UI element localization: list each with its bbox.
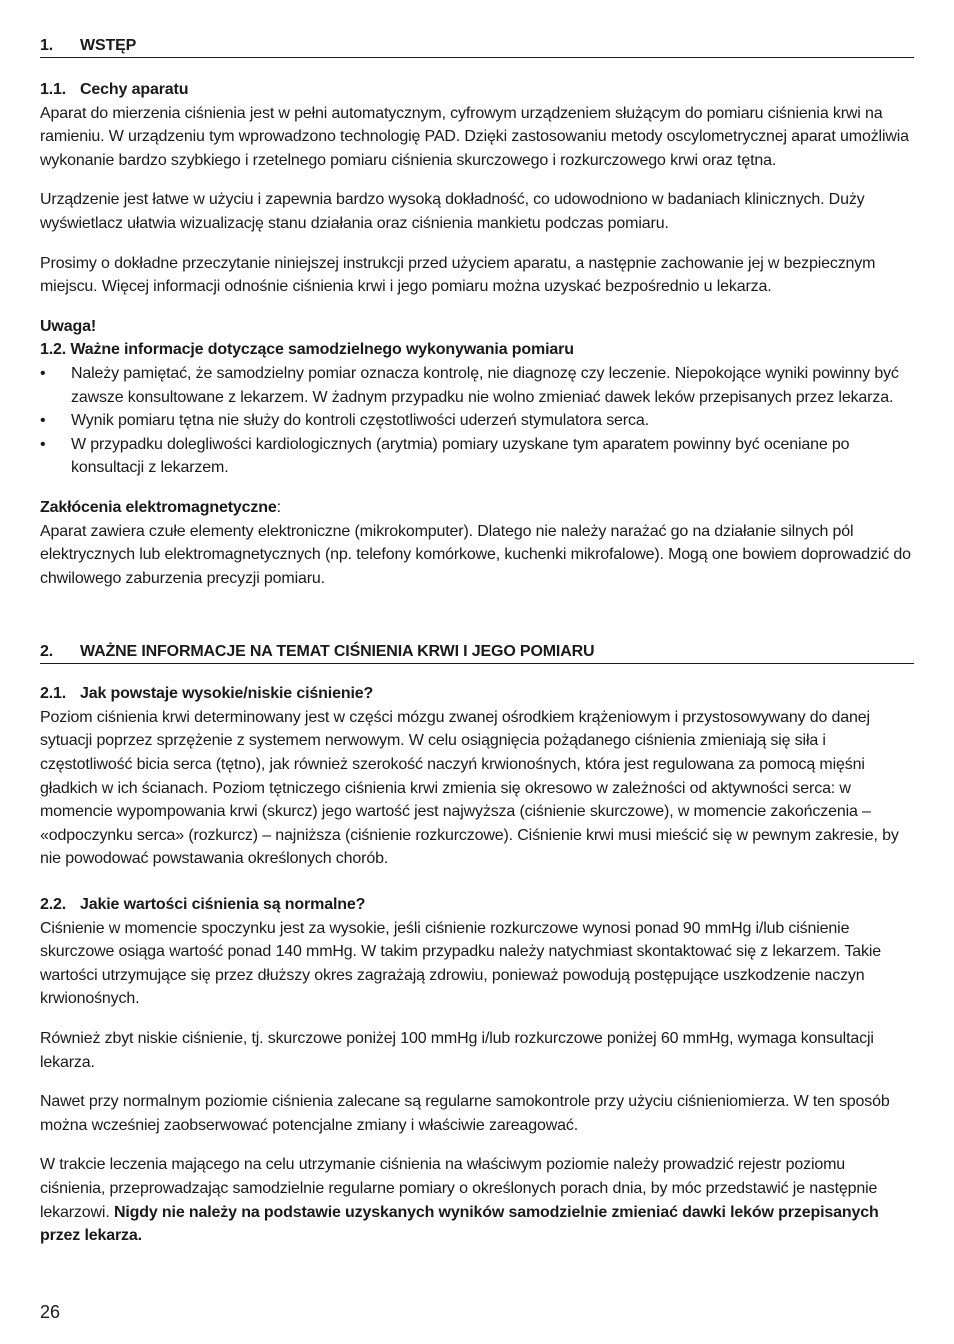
- subsection-number: 2.1.: [40, 685, 67, 703]
- emc-title: Zakłócenia elektromagnetyczne: [40, 498, 277, 516]
- paragraph-text: W trakcie leczenia mającego na celu utrzymanie ciśnienia na właściwym poziomie należy prowadzić rejestr poziomu ciśnienia, przeprowadzając samodzielnie regularne pomiary o określonych porach dnia, by móc przedstawić je następnie lekarzowi.: [40, 1156, 878, 1221]
- subsection-number: 1.1.: [40, 81, 67, 98]
- list-item: • Wynik pomiaru tętna nie służy do kontroli częstotliwości uderzeń stymulatora serca.: [40, 409, 914, 433]
- paragraph: Ciśnienie w momencie spoczynku jest za wysokie, jeśli ciśnienie rozkurczowe wynosi ponad 90 mmHg i/lub ciśnienie skurczowe osiąga wartość ponad 140 mmHg. W takim przypadku należy natychmiast skontaktować się z lekarzem. Takie wartości utrzymujące się przez dłuższy okres zagrażają zdrowiu, ponieważ powodują postępujące uszkodzenie naczyn krwionośnych.: [40, 919, 882, 1008]
- subsection-heading: [40, 682, 914, 706]
- subsection-heading: [40, 78, 914, 102]
- section-heading: [40, 36, 914, 58]
- section-title: WSTĘP: [80, 37, 137, 54]
- page-number: 26: [40, 1302, 61, 1322]
- section-number: 2.: [40, 643, 54, 661]
- subsection-heading: [40, 893, 914, 917]
- bold-warning-text: Nigdy nie należy na podstawie uzyskanych wyników samodzielnie zmieniać dawki leków przepisanych przez lekarza.: [40, 1203, 879, 1245]
- section-heading: [40, 642, 914, 664]
- emc-colon: :: [276, 498, 281, 516]
- section-number: 1.: [40, 37, 54, 54]
- paragraph: Poziom ciśnienia krwi determinowany jest w części mózgu zwanej ośrodkiem krążeniowym i przystosowywany do danej sytuacji poprzez sprzężenie z systemem nerwowym. W celu osiągnięcia pożądanego ciśnienia zmieniają się siła i częstotliwość bicia serca (tętno), jak również szerokość naczyń krwionośnych, która jest regulowana za pomocą mięśni gładkich w ich ścianach. Poziom tętniczego ciśnienia krwi zmienia się okresowo w zależności od aktywności serca: w momencie wypompowania krwi (skurcz) jego wartość jest najwyższa (ciśnienie skurczowe), w momencie zakończenia – «odpoczynku serca» (rozkurcz) – najniższa (ciśnienie rozkurczowe). Ciśnienie krwi musi mieścić się w pewnym zakresie, by nie powodować powstawania określonych chorób.: [40, 708, 899, 868]
- paragraph: Aparat zawiera czułe elementy elektroniczne (mikrokomputer). Dlatego nie należy narażać go na działanie silnych pól elektrycznych lub elektromagnetycznych (np. telefony komórkowe, kuchenki mikrofalowe). Mogą one bowiem doprowadzić do chwilowego zaburzenia precyzji pomiaru.: [40, 522, 911, 587]
- document-page: [40, 36, 914, 1248]
- subsection-title: Cechy aparatu: [80, 81, 189, 98]
- warning-label: Uwaga!: [40, 317, 96, 335]
- subsection-title: Jak powstaje wysokie/niskie ciśnienie?: [80, 685, 374, 703]
- paragraph: Nawet przy normalnym poziomie ciśnienia zalecane są regularne samokontrole przy użyciu ciśnieniomierza. W ten sposób można wcześniej zaobserwować potencjalne zmiany i właściwie zareagować.: [40, 1093, 890, 1134]
- list-item: • Należy pamiętać, że samodzielny pomiar oznacza kontrolę, nie diagnozę czy leczenie. Niepokojące wyniki powinny być zawsze konsultowane z lekarzem. W żadnym przypadku nie wolno zmieniać dawek leków przepisanych przez lekarza.: [40, 362, 914, 409]
- subsection-title: Jakie wartości ciśnienia są normalne?: [80, 896, 366, 914]
- paragraph: Prosimy o dokładne przeczytanie niniejszej instrukcji przed użyciem aparatu, a następnie zachowanie jej w bezpiecznym miejscu. Więcej informacji odnośnie ciśnienia krwi i jego pomiaru można uzyskać bezpośrednio u lekarza.: [40, 254, 876, 296]
- subsection-number: 2.2.: [40, 896, 67, 914]
- paragraph: Aparat do mierzenia ciśnienia jest w pełni automatycznym, cyfrowym urządzeniem służącym do pomiaru ciśnienia krwi na ramieniu. W urządzeniu tym wprowadzono technologię PAD. Dzięki zastosowaniu metody oscylometrycznej aparat umożliwia wykonanie bardzo szybkiego i rzetelnego pomiaru ciśnienia skurczowego i rozkurczowego krwi oraz tętna.: [40, 104, 909, 169]
- emc-heading: [40, 496, 914, 520]
- paragraph: [40, 1153, 914, 1247]
- paragraph: Również zbyt niskie ciśnienie, tj. skurczowe poniżej 100 mmHg i/lub rozkurczowe poniżej 60 mmHg, wymaga konsultacji lekarza.: [40, 1030, 874, 1071]
- bullet-list: [40, 362, 914, 480]
- paragraph: Urządzenie jest łatwe w użyciu i zapewnia bardzo wysoką dokładność, co udowodniono w badaniach klinicznych. Duży wyświetlacz ułatwia wizualizację stanu działania oraz ciśnienia mankietu podczas pomiaru.: [40, 191, 865, 232]
- list-item: • W przypadku dolegliwości kardiologicznych (arytmia) pomiary uzyskane tym aparatem powinny być oceniane po konsultacji z lekarzem.: [40, 433, 914, 480]
- section-title: WAŻNE INFORMACJE NA TEMAT CIŚNIENIA KRWI I JEGO POMIARU: [80, 643, 595, 661]
- subsection-heading: 1.2. Ważne informacje dotyczące samodzielnego wykonywania pomiaru: [40, 341, 574, 359]
